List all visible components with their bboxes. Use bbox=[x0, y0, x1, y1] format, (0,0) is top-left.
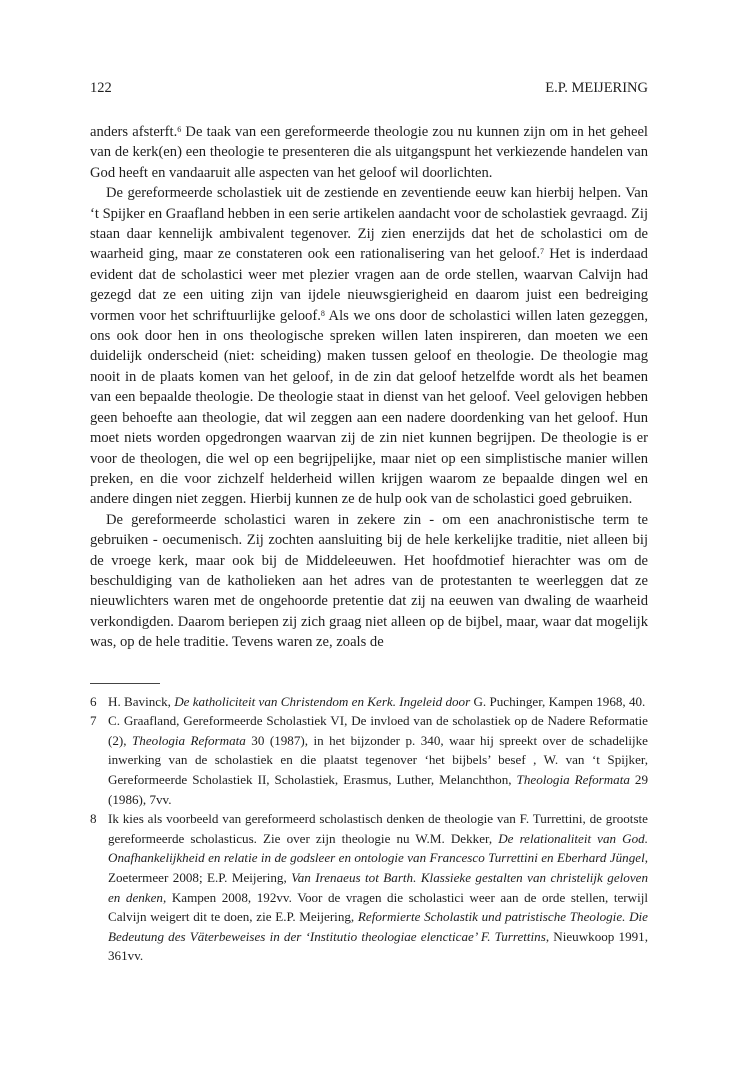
footnote-text: H. Bavinck, De katholiciteit van Christendom en Kerk. Ingeleid door G. Puchinger, Kampen 1968, 40. bbox=[108, 693, 646, 709]
paragraph-1-text-a: anders afsterft. bbox=[90, 124, 178, 140]
footnote-6 bbox=[90, 692, 648, 712]
footnote-number: 6 bbox=[90, 693, 97, 709]
footnote-ref-8[interactable]: 8 bbox=[320, 308, 325, 318]
running-header bbox=[90, 80, 648, 100]
running-head-author: E.P. MEIJERING bbox=[545, 80, 648, 96]
footnote-8 bbox=[90, 809, 648, 966]
footnote-separator bbox=[90, 683, 160, 684]
paragraph-3: De gereformeerde scholastici waren in zekere zin - om een anachronistische term te gebruiken - oecumenisch. Zij zochten aansluiting bij de hele kerkelijke traditie, niet alleen bij de vroege kerk, maar ook bij de Middeleeuwen. Het hoofdmotief hierachter was om de beschuldiging van de katholieken aan het adres van de protestanten te weerleggen dat ze nieuwlichters waren met de ongehoorde pretentie dat zij na eeuwen van dwaling de waarheid verkondigden. Daarom beriepen zij zich graag niet alleen op de bijbel, maar, waar dat mogelijk was, op de hele traditie. Tevens waren ze, zoals de bbox=[90, 511, 648, 651]
footnote-text: Ik kies als voorbeeld van gereformeerd scholastisch denken de theologie van F. Turrettini, de grootste gereformeerde scholasticus. Zie over zijn theologie nu W.M. Dekker, De relationaliteit van God. Onafhankelijkheid en relatie in de godsleer en ontologie van Francesco Turrettini en Eberhard Jüngel, Zoetermeer 2008; E.P. Meijering, Van Irenaeus tot Barth. Klassieke gestalten van christelijk geloven en denken, Kampen 2008, 192vv. Voor de vragen die scholastici weer aan de orde stellen, terwijl Calvijn weigert dit te doen, zie E.P. Meijering, Reformierte Scholastik und patristische Theologie. Die Bedeutung des Väterbeweises in der ‘Institutio theologiae elencticae’ F. Turrettins, Nieuwkoop 1991, 361vv. bbox=[108, 811, 649, 964]
page-number: 122 bbox=[90, 80, 112, 96]
footnote-ref-7[interactable]: 7 bbox=[540, 247, 545, 257]
footnote-number: 7 bbox=[90, 713, 97, 729]
body-text bbox=[90, 122, 648, 653]
paragraph-1 bbox=[90, 122, 648, 183]
paragraph-2-text-b: Het is inderdaad evident dat de scholastici weer met plezier vragen aan de orde stellen, waarvan Calvijn had gezegd dat ze een uiting zijn van ijdele nieuwsgierigheid en daarom juist een bedreiging vormen voor het schriftuurlijke geloof. bbox=[90, 246, 648, 324]
page bbox=[90, 80, 648, 966]
footnote-7 bbox=[90, 711, 648, 809]
footnote-number: 8 bbox=[90, 811, 97, 827]
paragraph-2 bbox=[90, 183, 648, 510]
footnote-ref-6[interactable]: 6 bbox=[177, 125, 182, 134]
footnote-text: C. Graafland, Gereformeerde Scholastiek VI, De invloed van de scholastiek op de Nadere Reformatie (2), Theologia Reformata 30 (1987), in het bijzonder p. 340, waar hij spreekt over de schadelijke inwerking van de scholastiek en die plaatst tegenover ‘het bijbels’ besef , W. van ‘t Spijker, Gereformeerde Scholastiek II, Scholastiek, Erasmus, Luther, Melanchthon, Theologia Reformata 29 (1986), 7vv. bbox=[108, 713, 649, 807]
paragraph-1-text-b: De taak van een gereformeerde theologie zou nu kunnen zijn om in het geheel van de kerk(en) een theologie te presenteren die als uitgangspunt het verkiezende handelen van God heeft en vandaaruit alle aspecten van het geloof wil doorlichten. bbox=[90, 124, 648, 181]
footnotes bbox=[90, 692, 648, 966]
paragraph-2-text-c: Als we ons door de scholastici willen laten gezeggen, ons ook door hen in ons theologische spreken willen laten inspireren, dan moeten we een duidelijk onderscheid (niet: scheiding) maken tussen geloof en theologie. De theologie mag nooit in de plaats komen van het geloof, in de zin dat geloof hetzelfde wordt als het beamen van een bepaalde theologie. De theologie staat in dienst van het geloof. Veel gelovigen hebben geen behoefte aan theologie, dat wil zeggen aan een nadere doordenking van het geloof. Hun moet niets worden opgedrongen waarvan zij de zin niet kunnen begrijpen. De theologie is er voor de theologen, die wel op een begrijpelijke, maar niet op een simplistische manier willen preken, en die voor zichzelf helderheid willen krijgen waarom ze bepaalde dingen wel en andere dingen niet zeggen. Hierbij kunnen ze de hulp ook van de scholastici goed gebruiken. bbox=[90, 307, 648, 508]
paragraph-2-text-a: De gereformeerde scholastiek uit de zestiende en zeventiende eeuw kan hierbij helpen. Van ‘t Spijker en Graafland hebben in een serie artikelen aandacht voor de scholastiek gevraagd. Zij staan daar kennelijk ambivalent tegenover. Zij zien enerzijds dat het de scholastici om de waarheid ging, maar ze constateren ook een rationalisering van het geloof. bbox=[90, 185, 648, 263]
